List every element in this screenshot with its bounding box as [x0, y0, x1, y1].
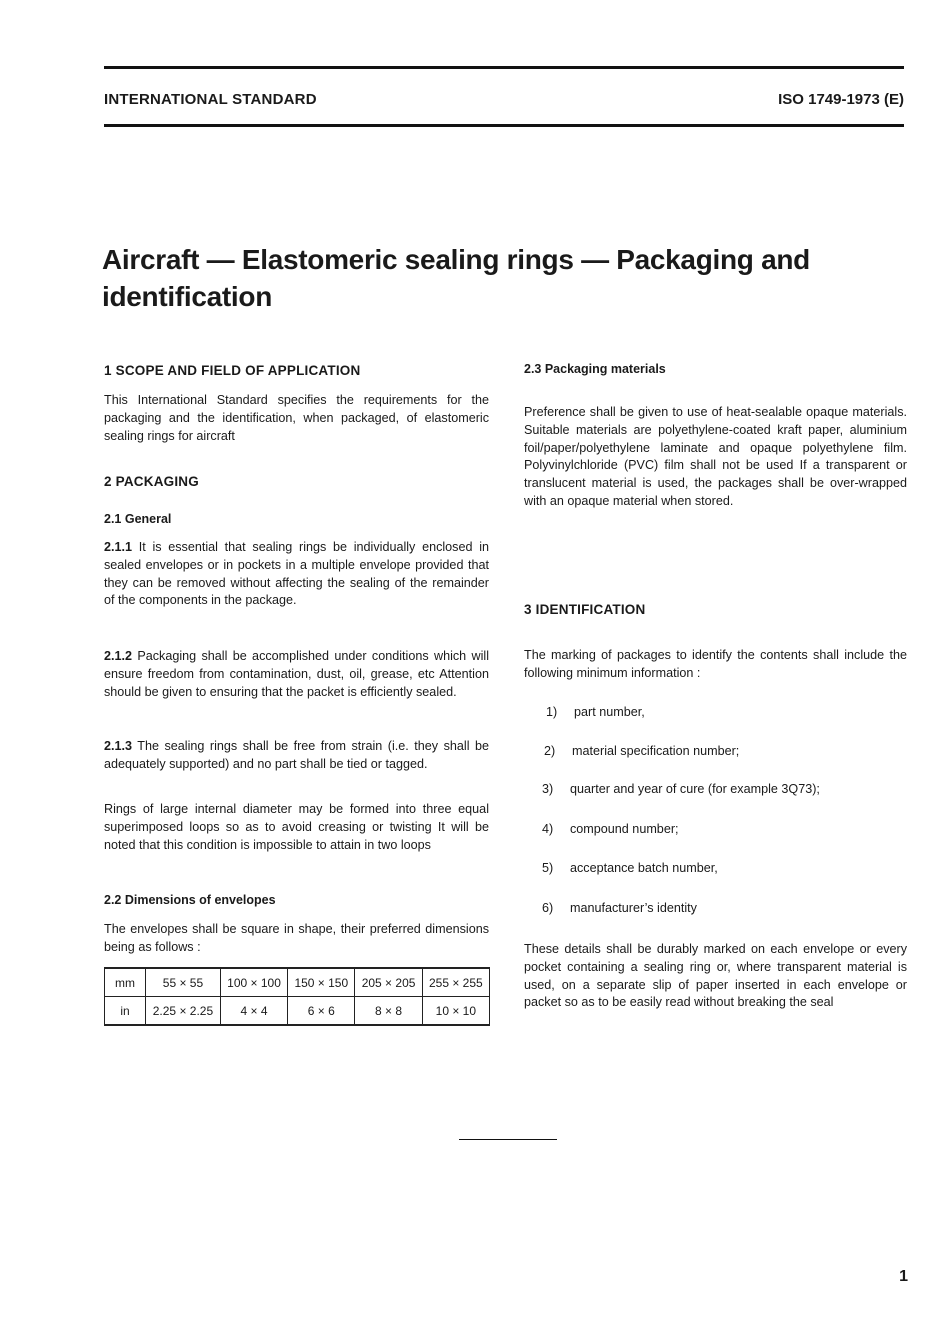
- list-item-number: 1): [546, 705, 558, 719]
- list-item-text: quarter and year of cure (for example 3Q73);: [570, 782, 820, 796]
- list-item-text: material specification number;: [572, 744, 740, 758]
- table-cell: 150 × 150: [288, 968, 355, 997]
- header-top-rule: [104, 66, 904, 69]
- section-2-3-heading: 2.3 Packaging materials: [524, 362, 666, 376]
- table-row-mm: [105, 968, 490, 997]
- list-item-number: 2): [544, 744, 556, 758]
- clause-2-1-3: [104, 738, 489, 774]
- table-cell: 55 × 55: [146, 968, 221, 997]
- section-2-3-text: Preference shall be given to use of heat-sealable opaque materials. Suitable materials are polyethylene-coated kraft paper, aluminium foil/paper/polyethylene laminate and opaque polyethylene film. Polyvinylchloride (PVC) film shall not be used If a transparent or translucent material is used, the packages shall be over-wrapped with an opaque material when stored.: [524, 405, 907, 508]
- section-3-heading: 3 IDENTIFICATION: [524, 602, 646, 617]
- list-item: [542, 861, 718, 875]
- clause-2-1-3-text: The sealing rings shall be free from strain (i.e. they shall be adequately supported) and no part shall be tied or tagged.: [104, 739, 489, 771]
- clause-2-1-3-number: 2.1.3: [104, 739, 133, 753]
- section-3-text-2: These details shall be durably marked on each envelope or every pocket containing a sealing ring or, where transparent material is used, on a separate slip of paper inserted in each envelope or packet so as to be easily read without breaking the seal: [524, 942, 907, 1010]
- document-type: INTERNATIONAL STANDARD: [104, 91, 317, 108]
- title-line-2: identification: [102, 281, 273, 312]
- section-3-text: The marking of packages to identify the contents shall include the following minimum information :: [524, 648, 907, 680]
- document-title: [102, 241, 862, 315]
- page-number: 1: [899, 1268, 908, 1285]
- clause-2-1-1-number: 2.1.1: [104, 540, 133, 554]
- list-item: [542, 822, 679, 836]
- table-cell: 205 × 205: [355, 968, 422, 997]
- section-2-heading: 2 PACKAGING: [104, 474, 199, 489]
- list-item-text: compound number;: [570, 822, 679, 836]
- clause-2-1-2: [104, 648, 489, 701]
- section-2-2-text: The envelopes shall be square in shape, their preferred dimensions being as follows :: [104, 922, 489, 954]
- list-item: [542, 782, 820, 796]
- standard-number: ISO 1749-1973 (E): [778, 91, 904, 108]
- list-item-number: 4): [542, 822, 554, 836]
- table-row-in: [105, 997, 490, 1026]
- end-of-text-rule: [459, 1139, 557, 1140]
- list-item: [546, 705, 645, 719]
- section-2-2-heading: 2.2 Dimensions of envelopes: [104, 893, 276, 907]
- section-1-text: This International Standard specifies the requirements for the packaging and the identification, when packaged, of elastomeric sealing rings for aircraft: [104, 393, 489, 443]
- table-cell: in: [105, 997, 146, 1026]
- table-cell: 255 × 255: [422, 968, 489, 997]
- clause-2-1-3-text-2: Rings of large internal diameter may be formed into three equal superimposed loops so as to avoid creasing or twisting It will be noted that this condition is impossible to attain in two loops: [104, 802, 489, 852]
- table-cell: mm: [105, 968, 146, 997]
- clause-2-1-2-text: Packaging shall be accomplished under conditions which will ensure freedom from contamination, dust, oil, grease, etc Attention should be given to ensuring that the packet is efficiently sealed.: [104, 649, 489, 699]
- list-item-text: manufacturer’s identity: [570, 901, 697, 915]
- list-item-number: 6): [542, 901, 554, 915]
- table-cell: 10 × 10: [422, 997, 489, 1026]
- table-cell: 100 × 100: [220, 968, 287, 997]
- list-item-text: part number,: [574, 705, 645, 719]
- list-item: [544, 744, 739, 758]
- header-bottom-rule: [104, 124, 904, 127]
- clause-2-1-1: [104, 539, 489, 610]
- list-item: [542, 901, 697, 915]
- table-cell: 6 × 6: [288, 997, 355, 1026]
- section-2-1-heading: 2.1 General: [104, 512, 172, 526]
- list-item-number: 5): [542, 861, 554, 875]
- table-cell: 2.25 × 2.25: [146, 997, 221, 1026]
- table-cell: 8 × 8: [355, 997, 422, 1026]
- list-item-number: 3): [542, 782, 554, 796]
- envelope-dimensions-table: [104, 967, 490, 1026]
- list-item-text: acceptance batch number,: [570, 861, 718, 875]
- clause-2-1-1-text: It is essential that sealing rings be individually enclosed in sealed envelopes or in pockets in a multiple envelope provided that they can be removed without affecting the sealing of the remainder of the components in the package.: [104, 540, 489, 608]
- table-cell: 4 × 4: [220, 997, 287, 1026]
- title-line-1: Aircraft — Elastomeric sealing rings — Packaging and: [102, 244, 810, 275]
- clause-2-1-2-number: 2.1.2: [104, 649, 133, 663]
- section-1-heading: 1 SCOPE AND FIELD OF APPLICATION: [104, 363, 361, 378]
